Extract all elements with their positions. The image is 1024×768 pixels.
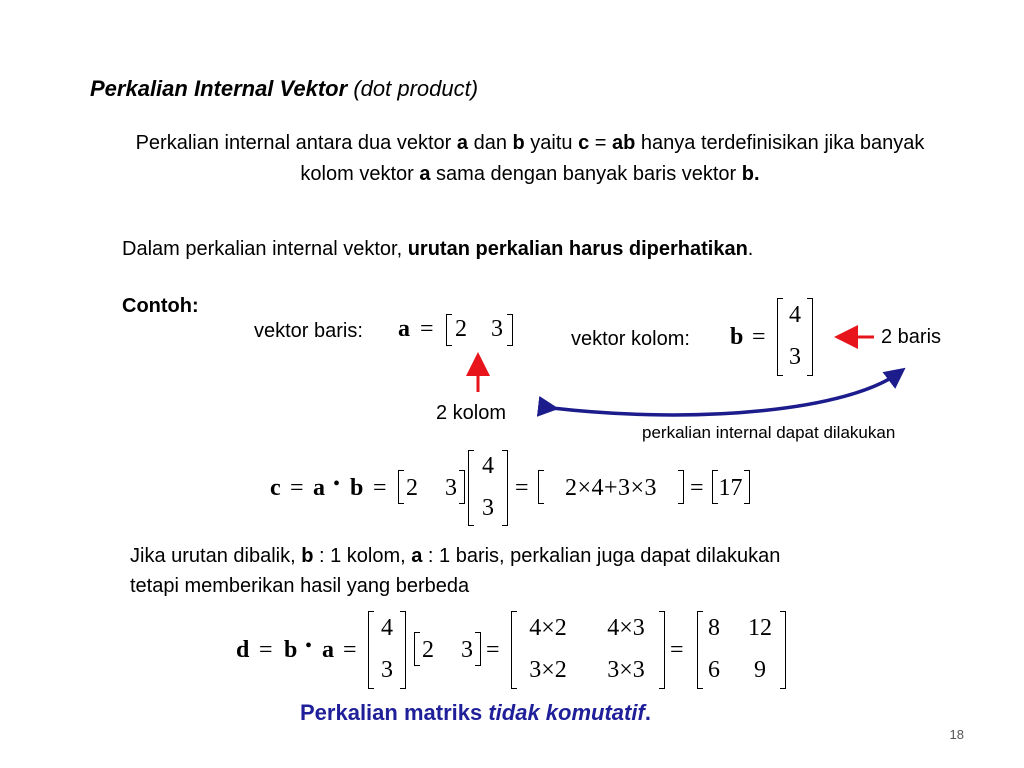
col-vector-symbol: b — [730, 324, 744, 350]
col-vector-val-2: 3 — [789, 344, 801, 370]
eq1-a: a — [313, 475, 325, 501]
eq2-row-val-1: 2 — [422, 637, 434, 663]
conclusion-end: . — [644, 700, 651, 725]
reverse-note-text-3: : 1 baris, perkalian juga dapat dilakukan — [422, 545, 781, 567]
eq1-b: b — [350, 475, 364, 501]
eq1-row-val-2: 3 — [445, 475, 457, 501]
eq2-d: d — [236, 637, 250, 663]
reverse-note-b: b — [301, 545, 314, 567]
intro-text-6: sama dengan banyak baris vektor — [430, 163, 742, 185]
blue-double-arrow — [552, 372, 900, 415]
eq2-a: a — [322, 637, 334, 663]
eq2-product-21: 3×2 — [529, 657, 567, 683]
eq2-row-val-2: 3 — [461, 637, 473, 663]
eq2-dot: • — [305, 635, 313, 657]
row-vector-symbol: a — [398, 316, 410, 342]
eq2-product-11: 4×2 — [529, 615, 567, 641]
intro-b: b — [512, 132, 525, 154]
intro-text-2: dan — [468, 132, 513, 154]
order-note-text: Dalam perkalian internal vektor, — [122, 238, 408, 260]
eq2-result-22: 9 — [754, 657, 766, 683]
possible-annotation: perkalian internal dapat dilakukan — [642, 423, 896, 442]
rows-annotation: 2 baris — [881, 326, 942, 348]
reverse-note-a: a — [411, 545, 423, 567]
example-label: Contoh: — [122, 295, 199, 317]
eq2-eq-1: = — [259, 637, 273, 663]
eq1-eq-3: = — [515, 475, 529, 501]
eq1-result-bracket-right — [744, 470, 750, 504]
eq2-result-12: 12 — [748, 615, 772, 641]
cols-annotation: 2 kolom — [436, 402, 507, 424]
conclusion — [300, 700, 651, 726]
order-note-bold: urutan perkalian harus diperhatikan — [407, 238, 748, 260]
eq1-dot: • — [333, 473, 341, 495]
page-number: 18 — [949, 727, 964, 742]
intro-text-1: Perkalian internal antara dua vektor — [135, 132, 457, 154]
eq1-eq-4: = — [690, 475, 704, 501]
eq1-row-val-1: 2 — [406, 475, 418, 501]
eq2-products-bracket-left — [511, 611, 517, 689]
intro-b2: b. — [741, 163, 760, 185]
eq1-eq-2: = — [373, 475, 387, 501]
reverse-note-line-1 — [130, 541, 780, 571]
eq1-c: c — [270, 475, 281, 501]
eq2-col-val-2: 3 — [381, 657, 393, 683]
eq2-result-bracket-left — [697, 611, 703, 689]
eq2-col-val-1: 4 — [381, 615, 393, 641]
eq2-row-bracket-right — [475, 632, 481, 666]
intro-ab: ab — [612, 132, 636, 154]
eq1-row-bracket-right — [459, 470, 465, 504]
row-vector-eq: = — [420, 316, 434, 342]
eq2-col-bracket-right — [400, 611, 406, 689]
title-main: Perkalian Internal Vektor — [90, 76, 348, 101]
conclusion-text: Perkalian matriks — [300, 700, 489, 725]
reverse-note-line-2: tetapi memberikan hasil yang berbeda — [130, 575, 470, 597]
eq1-col-bracket-right — [502, 450, 508, 526]
eq1-eq-1: = — [290, 475, 304, 501]
col-vector-eq: = — [752, 324, 766, 350]
order-note-end: . — [747, 238, 754, 260]
intro-text-5: hanya terdefinisikan jika banyak kolom vektor — [300, 132, 925, 185]
reverse-note-text-1: Jika urutan dibalik, — [130, 545, 302, 567]
intro-a: a — [456, 132, 469, 154]
col-vector-label: vektor kolom: — [571, 328, 690, 350]
intro-text-4: = — [589, 132, 612, 154]
eq2-eq-2: = — [343, 637, 357, 663]
eq2-eq-3: = — [486, 637, 500, 663]
eq2-product-22: 3×3 — [607, 657, 645, 683]
eq1-col-val-1: 4 — [482, 453, 494, 479]
eq1-col-val-2: 3 — [482, 495, 494, 521]
eq2-result-21: 6 — [708, 657, 720, 683]
eq2-result-bracket-right — [780, 611, 786, 689]
eq1-expanded: 2×4+3×3 — [564, 475, 658, 501]
reverse-note — [130, 541, 780, 601]
row-vector-val-1: 2 — [455, 316, 467, 342]
col-vector-val-1: 4 — [789, 302, 801, 328]
eq2-product-12: 4×3 — [607, 615, 645, 641]
row-vector-label: vektor baris: — [254, 320, 363, 342]
title-close: ) — [470, 76, 479, 101]
title-italic: dot product — [360, 76, 471, 101]
intro-a2: a — [419, 163, 431, 185]
eq2-eq-4: = — [670, 637, 684, 663]
intro-c: c — [578, 132, 590, 154]
eq2-result-11: 8 — [708, 615, 720, 641]
row-vector-val-2: 3 — [491, 316, 503, 342]
eq1-expanded-bracket-right — [678, 470, 684, 504]
conclusion-italic: tidak komutatif — [488, 700, 645, 725]
eq2-products-bracket-right — [659, 611, 665, 689]
intro-text-3: yaitu — [524, 132, 579, 154]
eq1-result: 17 — [718, 475, 743, 501]
eq2-b: b — [284, 637, 298, 663]
reverse-note-text-2: : 1 kolom, — [313, 545, 412, 567]
title-open: ( — [353, 76, 361, 101]
